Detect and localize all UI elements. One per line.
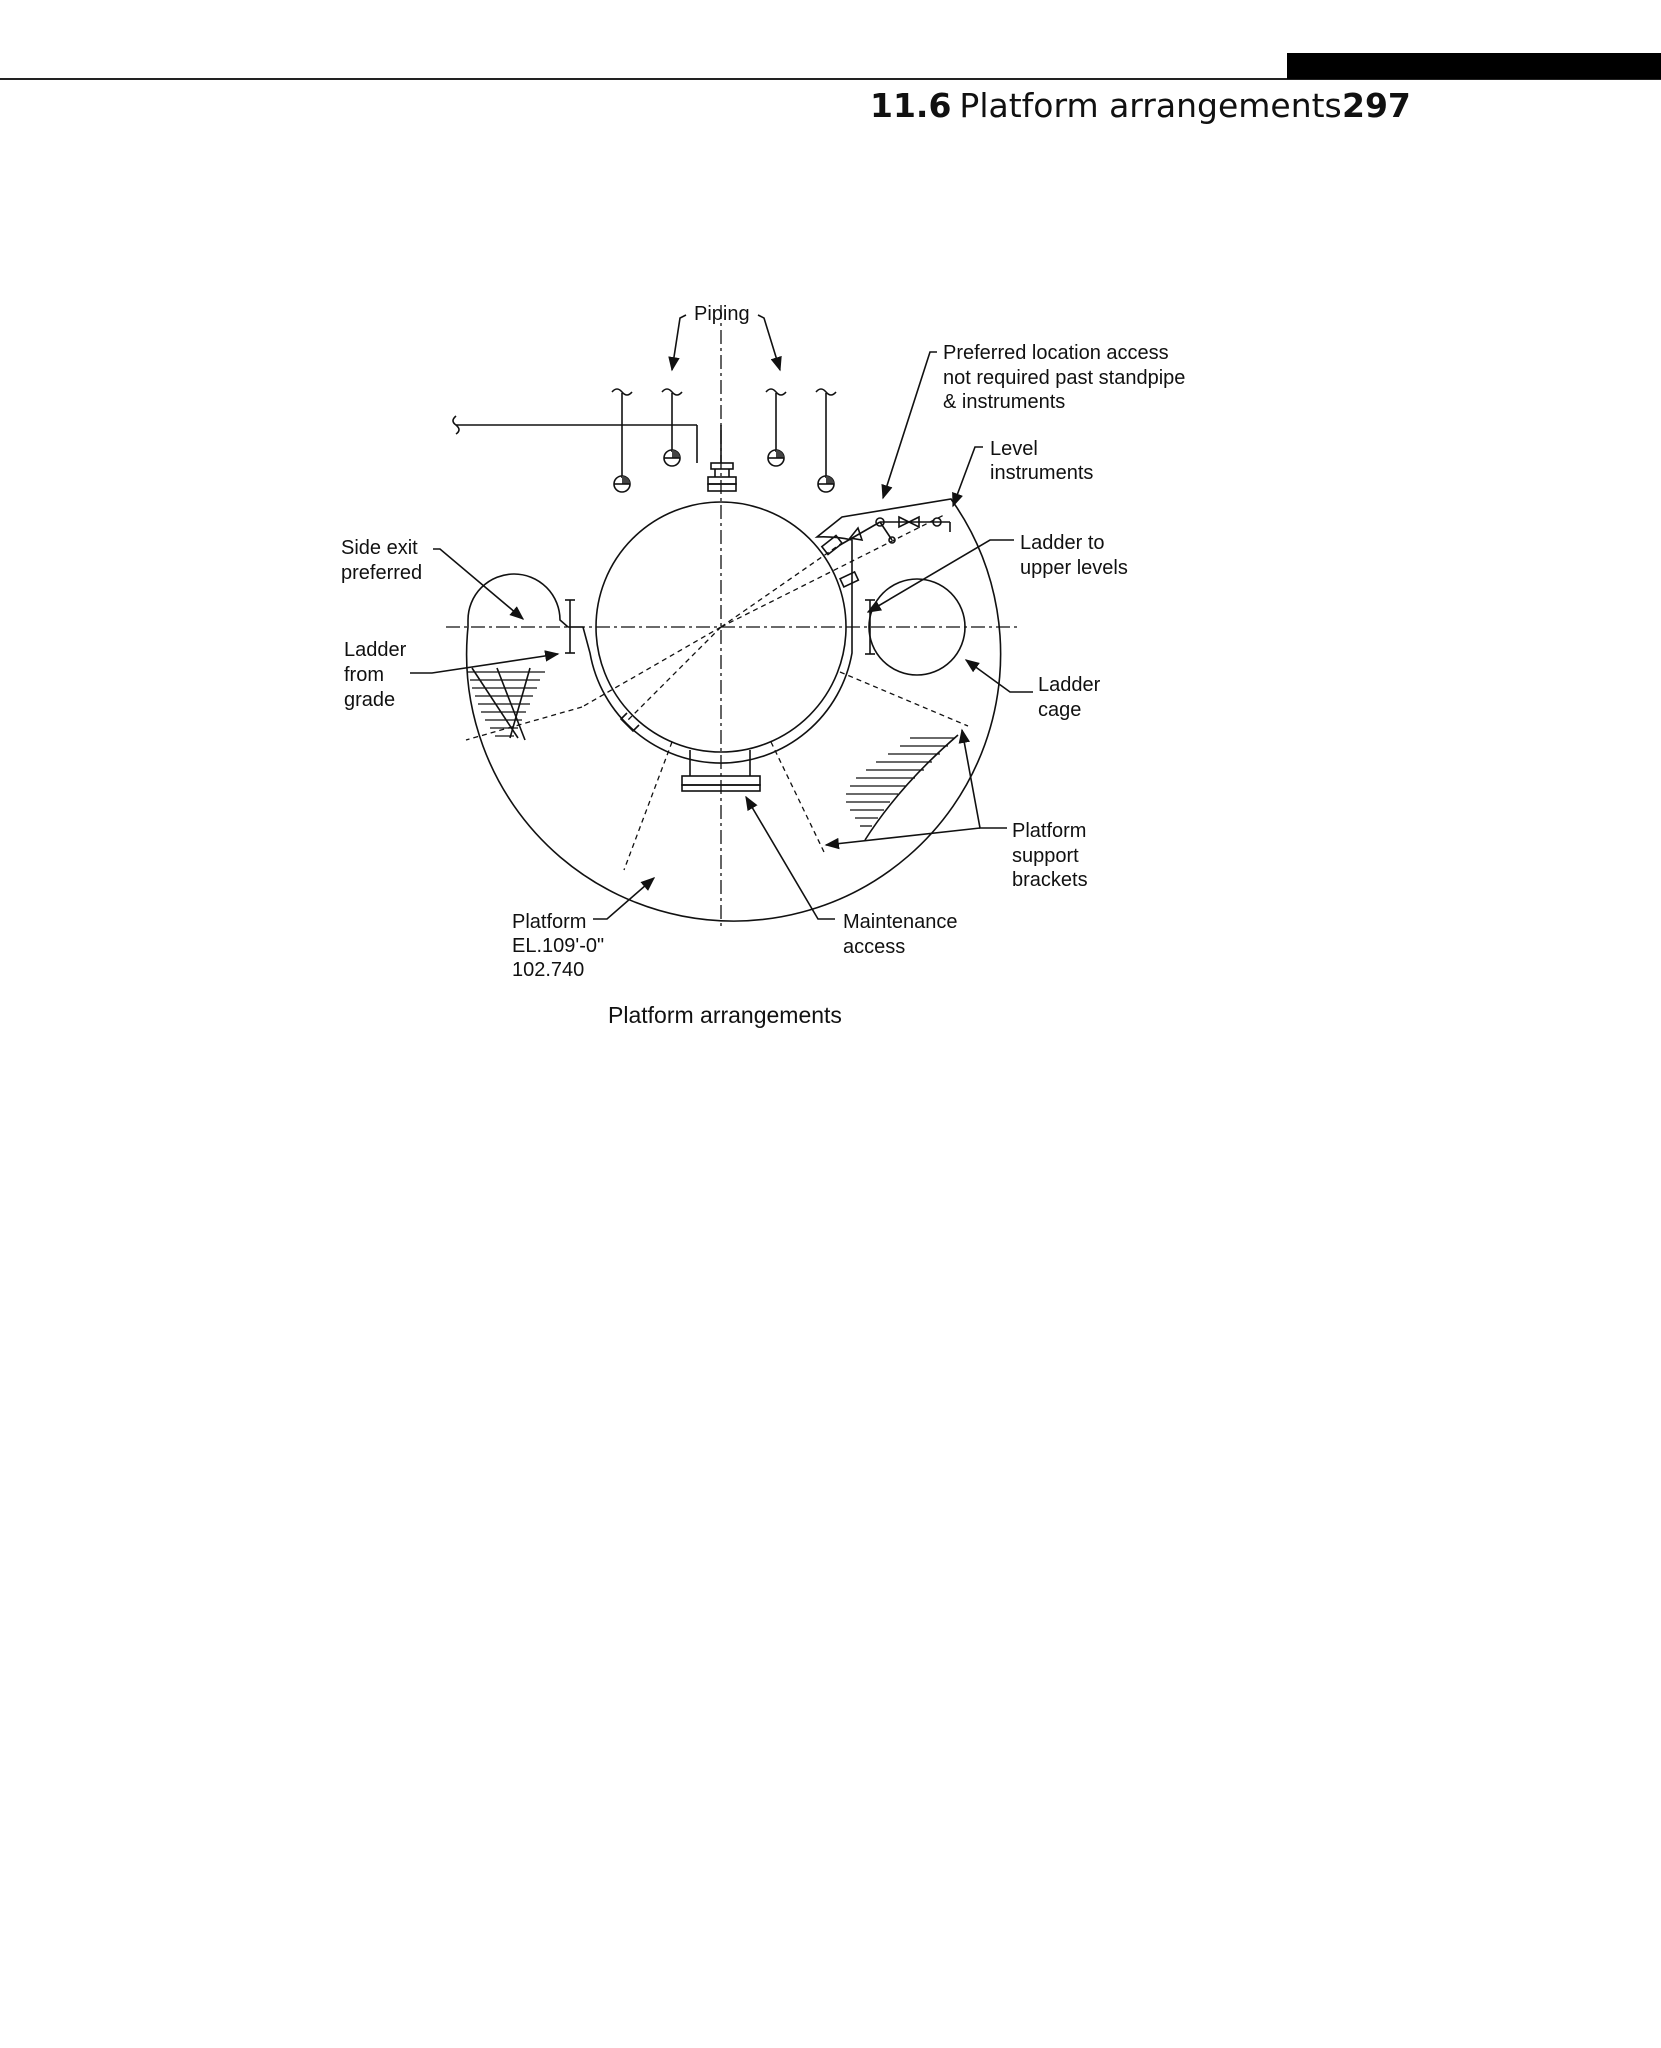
support-bracket-right — [846, 735, 958, 840]
section-title: Platform arrangements — [959, 86, 1342, 125]
figure-caption: Platform arrangements — [608, 1002, 842, 1028]
label-side-exit: Side exit preferred — [341, 537, 423, 584]
top-nozzle — [708, 463, 736, 491]
label-level-instruments: Level instruments — [990, 438, 1094, 484]
lower-left-nozzle — [621, 713, 639, 731]
platform-bracket-lines — [466, 514, 968, 870]
page-number: 297 — [1342, 86, 1411, 125]
label-ladder-cage: Ladder cage — [1038, 674, 1101, 721]
label-ladder-from-grade: Ladder from grade — [344, 639, 407, 711]
label-ladder-upper-levels: Ladder to upper levels — [1020, 532, 1128, 579]
support-bracket-left — [468, 668, 545, 740]
label-platform-elevation: Platform EL.109'-0" 102.740 — [512, 911, 605, 981]
label-maintenance-access: Maintenance access — [843, 911, 958, 958]
level-instruments — [840, 517, 950, 545]
section-number: 11.6 — [870, 86, 952, 125]
platform-outline — [467, 499, 1001, 921]
label-piping: Piping — [694, 303, 750, 325]
piping-lines — [453, 389, 836, 492]
label-preferred-location: Preferred location access not required past standpipe & instruments — [943, 342, 1186, 413]
label-platform-support-brackets: Platform support brackets — [1012, 820, 1088, 891]
